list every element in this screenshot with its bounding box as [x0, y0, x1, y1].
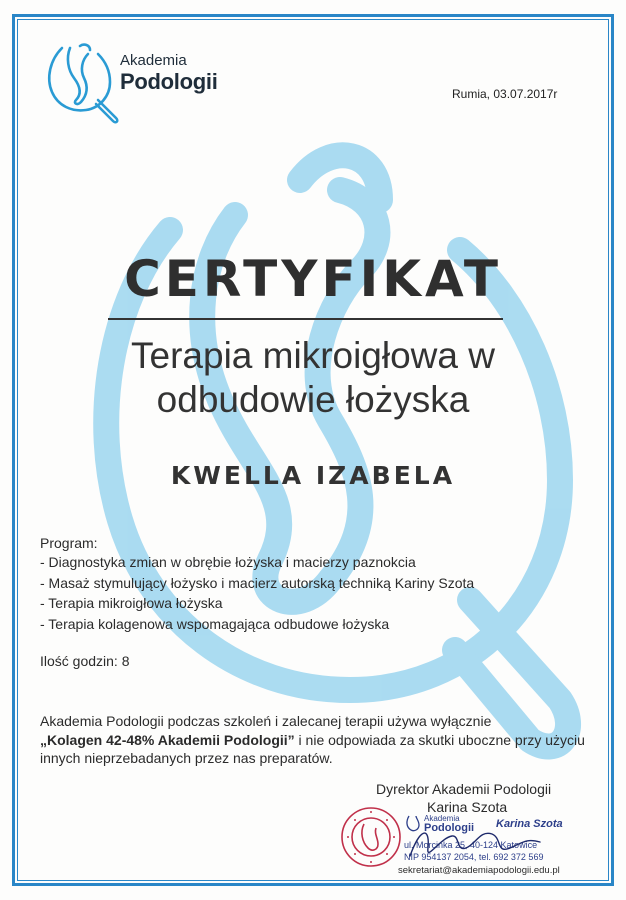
program-item: - Diagnostyka zmian w obrębie łożyska i macierzy paznokcia: [40, 554, 416, 570]
program-list: [40, 552, 474, 634]
disclaimer-part2: i nie odpowiada za skutki uboczne przy użyciu innych nieprzebadanych przez nas preparatów.: [40, 731, 585, 766]
course-title: [0, 334, 626, 422]
title-divider: [108, 318, 503, 320]
signatory-title: Dyrektor Akademii Podologii: [376, 781, 552, 797]
stamp-person: Karina Szota: [496, 818, 563, 830]
program-item: - Masaż stymulujący łożysko i macierz autorską techniką Kariny Szota: [40, 574, 475, 591]
handwritten-signature: [400, 818, 570, 868]
certificate-title: CERTYFIKAT: [124, 250, 502, 308]
logo-line2: Podologii: [120, 69, 218, 94]
program-label: Program:: [40, 535, 98, 551]
stamp-brand-line2: Podologii: [424, 822, 475, 834]
hours-count: Ilość godzin: 8: [40, 653, 130, 669]
round-seal: [340, 806, 402, 868]
stamp-nip: NIP 954137 2054, tel. 692 372 569: [404, 852, 544, 862]
issue-date: Rumia, 03.07.2017r: [452, 87, 558, 101]
course-title-line1: Terapia mikroigłowa w: [131, 335, 495, 376]
program-item: - Terapia kolagenowa wspomagająca odbudowe łożyska: [40, 615, 390, 632]
stamp-address: ul. Morcinka 25, 40-124 Katowice: [404, 840, 538, 850]
stamp-brand-line1: Akademia: [424, 814, 460, 823]
disclaimer-part1: Akademia Podologii podczas szkoleń i zalecanej terapii używa wyłącznie: [40, 713, 492, 729]
disclaimer: [40, 712, 590, 768]
program-item: - Terapia mikroigłowa łożyska: [40, 595, 223, 611]
logo-line1: Akademia: [120, 52, 187, 69]
recipient-name: KWELLA IZABELA: [170, 461, 456, 490]
signatory-name: Karina Szota: [427, 799, 508, 815]
foot-magnifier-icon: [40, 40, 124, 124]
disclaimer-product: „Kolagen 42-48% Akademii Podologii”: [40, 731, 295, 748]
stamp-email: sekretariat@akademiapodologii.edu.pl: [398, 865, 560, 876]
course-title-line2: odbudowie łożyska: [156, 379, 470, 420]
